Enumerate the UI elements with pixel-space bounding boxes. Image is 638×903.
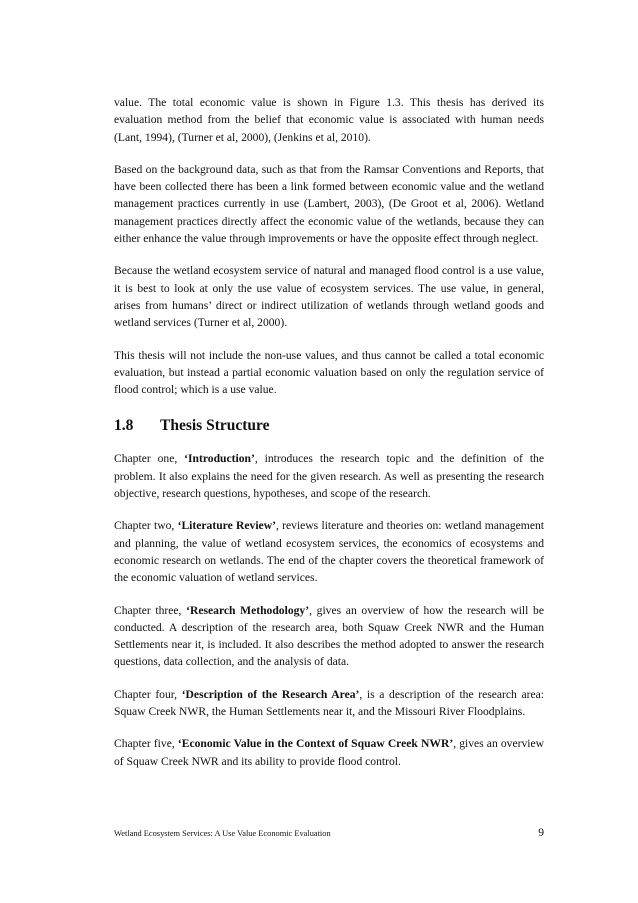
chapter-lead: Chapter five, — [114, 737, 178, 751]
paragraph-chapter-four — [114, 686, 544, 721]
section-title: Thesis Structure — [160, 417, 270, 435]
section-number: 1.8 — [114, 417, 134, 435]
chapter-lead: Chapter one, — [114, 452, 185, 466]
paragraph-chapter-five — [114, 735, 544, 770]
chapter-lead: Chapter two, — [114, 519, 178, 533]
chapter-description: , introduces the research topic and the definition of the problem. It also explains the need for the given research. As well as presenting the research objective, research questions, hypotheses, and scope of the research. — [114, 452, 544, 501]
chapter-description: , is a description of the research area: Squaw Creek NWR, the Human Settlements near it, and the Missouri River Floodplains. — [114, 687, 544, 719]
footer-title: Wetland Ecosystem Services: A Use Value Economic Evaluation — [114, 829, 331, 838]
page-footer — [114, 826, 544, 839]
paragraph-background-data: Based on the background data, such as that from the Ramsar Conventions and Reports, that have been collected there has been a link formed between economic value and the wetland management practices currently in use (Lambert, 2003), (De Groot et al, 2006). Wetland management practices directly affect the economic value of the wetlands, because they can either enhance the value through improvements or have the opposite effect through neglect. — [114, 162, 544, 246]
chapter-title: ‘Research Methodology’ — [186, 603, 310, 617]
chapter-title: ‘Literature Review’ — [177, 519, 276, 533]
chapter-title: ‘Description of the Research Area’ — [181, 687, 360, 701]
chapter-description: , gives an overview of Squaw Creek NWR and its ability to provide flood control. — [114, 737, 545, 768]
chapter-description: , reviews literature and theories on: wetland management and planning, the value of wetland ecosystem services, the economics of ecosystems and economic research on wetlands. The end of the chapter covers the theoretical framework of the economic valuation of wetland services. — [114, 519, 544, 585]
paragraph-chapter-one — [114, 450, 544, 502]
page-number: 9 — [538, 826, 544, 839]
paragraph-chapter-three — [114, 602, 544, 671]
paragraph-use-value: Because the wetland ecosystem service of natural and managed flood control is a use value, it is best to look at only the use value of ecosystem services. The use value, in general, arises from humans’ direct or indirect utilization of wetlands through wetland goods and wetland services (Turner et al, 2000). — [114, 264, 544, 330]
document-page — [114, 94, 544, 785]
paragraph-chapter-two — [114, 517, 544, 586]
chapter-lead: Chapter four, — [114, 687, 182, 701]
chapter-title: ‘Introduction’ — [184, 452, 255, 466]
section-heading — [114, 416, 544, 436]
paragraph-non-use-values: This thesis will not include the non-use values, and thus cannot be called a total economic evaluation, but instead a partial economic valuation based on only the regulation service of flood control; which is a use value. — [114, 348, 544, 397]
chapter-lead: Chapter three, — [114, 603, 187, 617]
chapter-title: ‘Economic Value in the Context of Squaw Creek NWR’ — [177, 737, 454, 751]
chapter-description: , gives an overview of how the research will be conducted. A description of the research area, both Squaw Creek NWR and the Human Settlements near it, is included. It also describes the method adopted to answer the research questions, data collection, and the analysis of data. — [114, 603, 544, 669]
paragraph-total-economic-value: value. The total economic value is shown in Figure 1.3. This thesis has derived its evaluation method from the belief that economic value is associated with human needs (Lant, 1994), (Turner et al, 2000), (Jenkins et al, 2010). — [114, 96, 544, 144]
